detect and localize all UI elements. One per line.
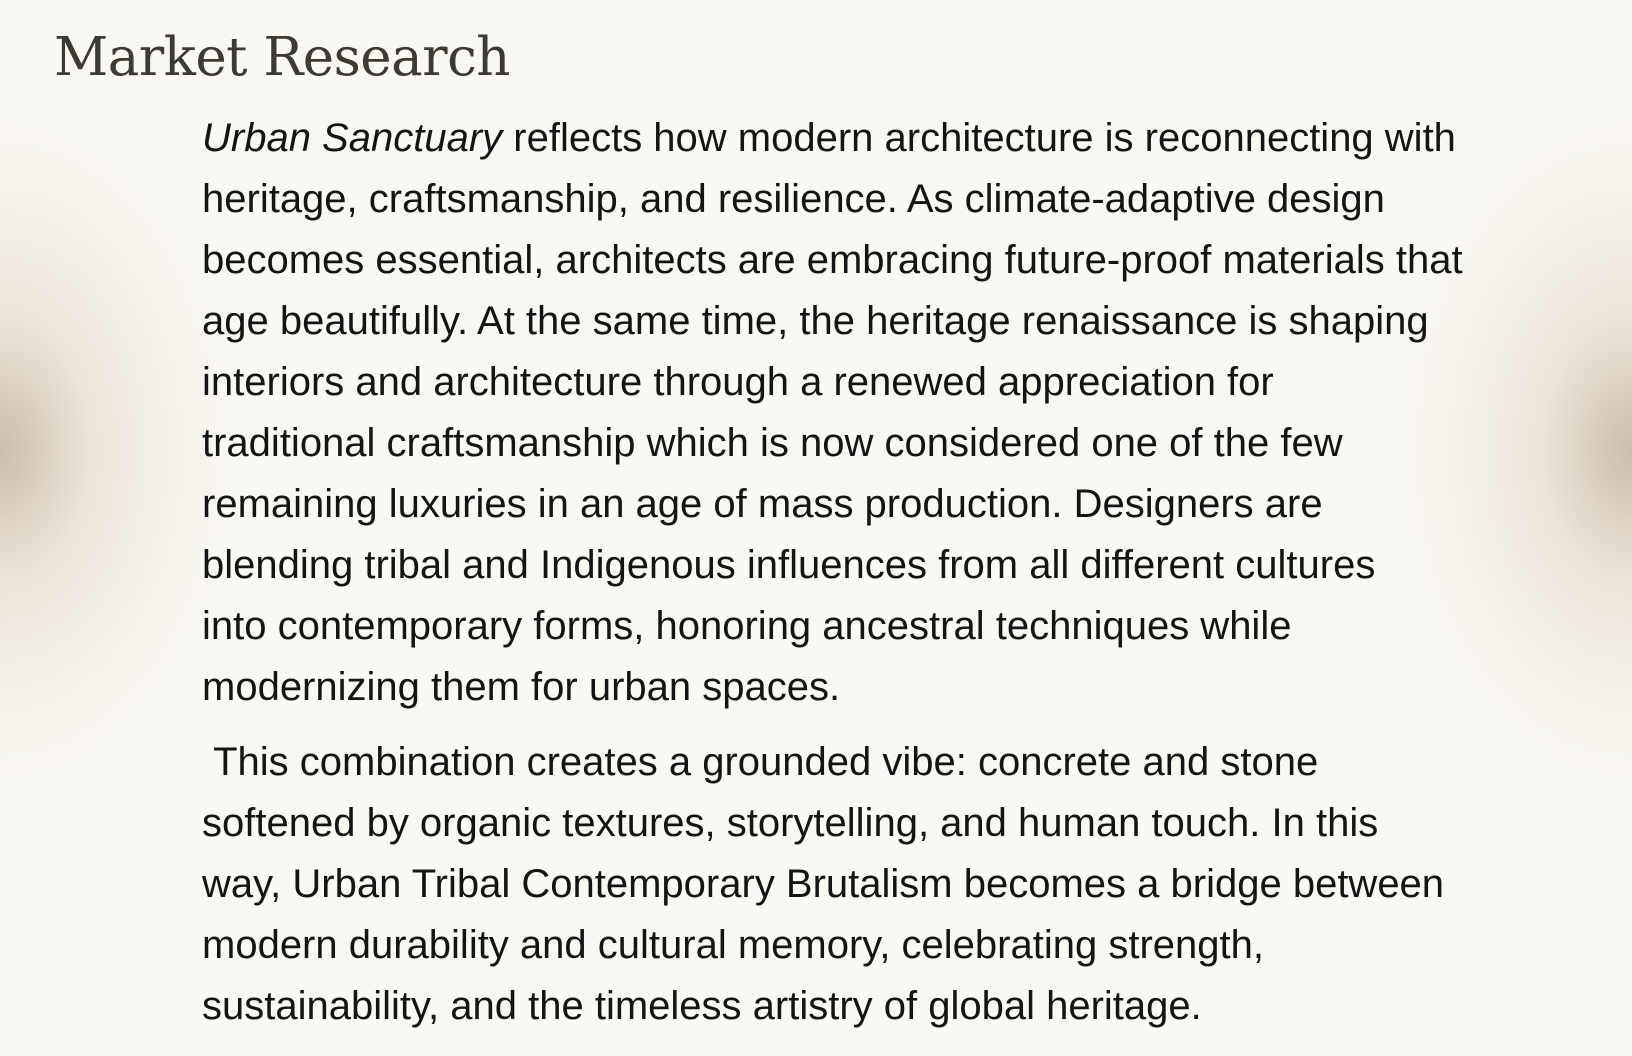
paragraph-2-line: sustainability, and the timeless artistry of global heritage. [202, 984, 1202, 1028]
paragraph-1-line: modernizing them for urban spaces. [202, 665, 841, 709]
paragraph-1-line: remaining luxuries in an age of mass production. Designers are [202, 482, 1323, 526]
emphasis-urban-sanctuary: Urban Sanctuary [202, 116, 503, 160]
paragraph-1-line: interiors and architecture through a renewed appreciation for [202, 360, 1274, 404]
paragraph-1-line: age beautifully. At the same time, the heritage renaissance is shaping [202, 299, 1429, 343]
paragraph-2-line: softened by organic textures, storytelling, and human touch. In this [202, 801, 1379, 845]
paragraph-2-line: This combination creates a grounded vibe: concrete and stone [202, 740, 1319, 784]
paragraph-1 [202, 108, 1532, 718]
paragraph-1-line: blending tribal and Indigenous influences from all different cultures [202, 543, 1376, 587]
paragraph-1-line: becomes essential, architects are embracing future-proof materials that [202, 238, 1463, 282]
paragraph-1-line: heritage, craftsmanship, and resilience. As climate-adaptive design [202, 177, 1385, 221]
body-text [202, 108, 1532, 1037]
paragraph-1-line: reflects how modern architecture is reconnecting with [502, 116, 1456, 160]
paragraph-1-line: traditional craftsmanship which is now considered one of the few [202, 421, 1343, 465]
page-title: Market Research [54, 27, 510, 88]
paragraph-1-line: into contemporary forms, honoring ancestral techniques while [202, 604, 1292, 648]
paragraph-2-line: way, Urban Tribal Contemporary Brutalism becomes a bridge between [202, 862, 1445, 906]
paragraph-2-line: modern durability and cultural memory, celebrating strength, [202, 923, 1264, 967]
paragraph-2 [202, 732, 1532, 1037]
